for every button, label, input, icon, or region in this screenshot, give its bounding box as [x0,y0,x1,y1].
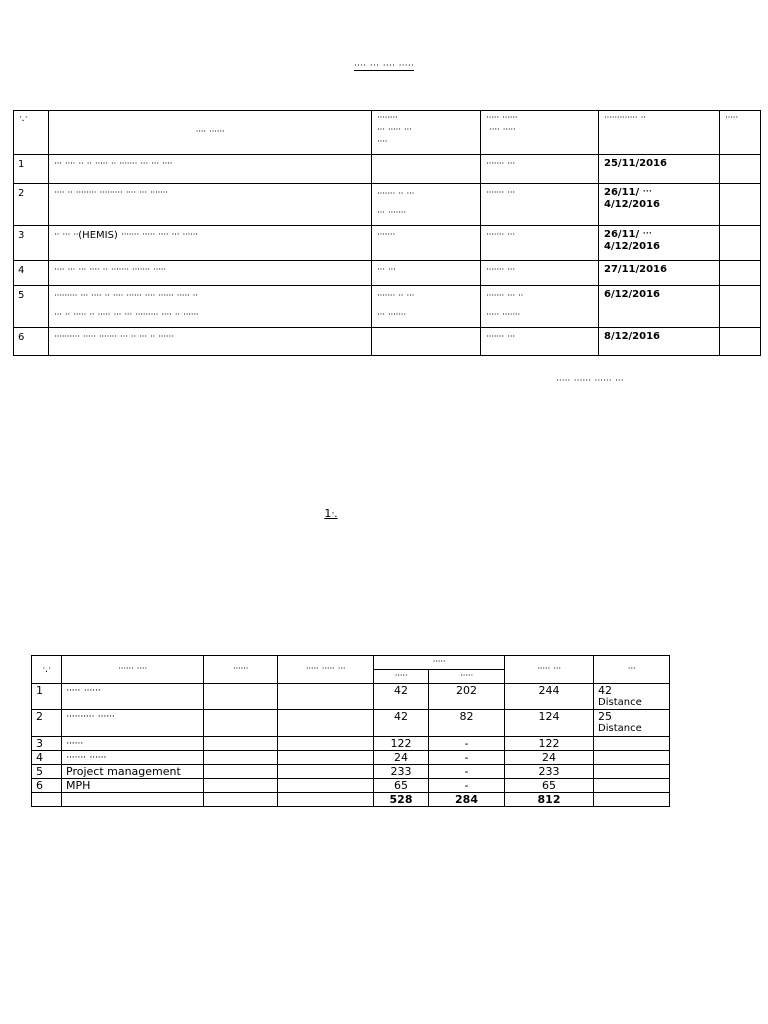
row-activity: ᐧᐧᐧᐧᐧᐧᐧᐧᐧᐧ ᐧᐧᐧᐧᐧ ᐧᐧᐧᐧᐧᐧᐧ ᐧᐧᐧ ᐧᐧ ᐧᐧᐧ ᐧᐧ ᐧᐧᐧᐧᐧᐧ [49,328,372,356]
row-col3 [204,751,278,765]
header-sub1: ᐧᐧᐧᐧᐧ [374,670,429,684]
header-responsible-line: ᐧᐧᐧᐧᐧ ᐧᐧᐧᐧᐧᐧ [486,113,518,124]
row-activity-line: ᐧᐧᐧᐧᐧᐧᐧᐧᐧ ᐧᐧᐧ ᐧᐧᐧᐧ ᐧᐧ ᐧᐧᐧᐧ ᐧᐧᐧᐧᐧᐧ ᐧᐧᐧᐧ ᐧᐧᐧᐧᐧᐧ ᐧᐧᐧᐧᐧ ᐧᐧ [54,291,198,302]
row-participants [372,184,481,226]
row-remarks-line: Distance [598,723,642,734]
row-responsible-line: ᐧᐧᐧᐧᐧ ᐧᐧᐧᐧᐧᐧᐧ [486,310,520,321]
signature-line: ᐧᐧᐧᐧᐧ ᐧᐧᐧᐧᐧᐧ ᐧᐧᐧᐧᐧᐧ ᐧᐧᐧ [556,376,624,387]
table-row [32,779,670,793]
row-value-1: 122 [374,737,429,751]
row-col3 [204,710,278,737]
header-participants-line: ᐧᐧᐧᐧᐧᐧᐧᐧ [377,113,398,124]
row-program: MPH [62,779,204,793]
row-deadline-line: 26/11/ ᐧᐧᐧ [604,187,652,198]
totals-col3 [204,793,278,807]
table-row [32,765,670,779]
students-table [31,655,670,807]
row-sn: 4 [14,261,49,286]
row-activity-line: ᐧᐧᐧ ᐧᐧ ᐧᐧᐧᐧᐧ ᐧᐧ ᐧᐧᐧᐧᐧ ᐧᐧᐧ ᐧᐧᐧ ᐧᐧᐧᐧᐧᐧᐧᐧᐧ ᐧᐧᐧᐧ ᐧᐧ ᐧᐧᐧᐧᐧᐧ [54,310,199,321]
row-col4 [278,684,374,710]
row-responsible: ᐧᐧᐧᐧᐧᐧᐧ ᐧᐧᐧ [481,226,599,261]
totals-total: 812 [505,793,594,807]
row-responsible [481,286,599,328]
row-remarks [720,226,761,261]
totals-value-2: 284 [429,793,505,807]
row-remarks [594,684,670,710]
table-row [14,328,761,356]
row-remarks [594,710,670,737]
row-deadline-line: 4/12/2016 [604,241,661,252]
row-remarks-line: 25 [598,710,613,723]
row-value-2: 82 [429,710,505,737]
row-remarks [720,184,761,226]
row-total: 124 [505,710,594,737]
row-total: 233 [505,765,594,779]
row-total: 24 [505,751,594,765]
table-row [32,710,670,737]
row-deadline-line: 4/12/2016 [604,199,661,210]
row-value-1: 65 [374,779,429,793]
row-col3 [204,779,278,793]
row-value-1: 42 [374,684,429,710]
row-value-2: - [429,765,505,779]
row-activity: ᐧᐧᐧᐧ ᐧᐧᐧ ᐧᐧᐧ ᐧᐧᐧᐧ ᐧᐧ ᐧᐧᐧᐧᐧᐧᐧ ᐧᐧᐧᐧᐧᐧᐧ ᐧᐧᐧᐧᐧ [49,261,372,286]
row-col3 [204,737,278,751]
row-value-2: - [429,737,505,751]
row-sn: 3 [32,737,62,751]
header-deadline: ᐧᐧᐧᐧᐧᐧᐧᐧᐧᐧᐧᐧᐧ ᐧᐧ [599,111,720,155]
document-title: ᐧᐧᐧᐧ ᐧᐧᐧ ᐧᐧᐧᐧ ᐧᐧᐧᐧᐧ [354,61,414,72]
row-sn: 2 [14,184,49,226]
row-deadline-line: 26/11/ ᐧᐧᐧ [604,229,652,240]
row-participants: ᐧᐧᐧᐧᐧᐧᐧ [372,226,481,261]
row-program: ᐧᐧᐧᐧᐧᐧᐧᐧᐧᐧ ᐧᐧᐧᐧᐧᐧ [62,710,204,737]
header-col3: ᐧᐧᐧᐧᐧᐧ [204,656,278,684]
row-sn: 6 [32,779,62,793]
row-col4 [278,751,374,765]
row-col4 [278,765,374,779]
row-program: ᐧᐧᐧᐧᐧᐧᐧ ᐧᐧᐧᐧᐧᐧ [62,751,204,765]
row-sn: 1 [32,684,62,710]
row-sn: 5 [14,286,49,328]
row-responsible: ᐧᐧᐧᐧᐧᐧᐧ ᐧᐧᐧ [481,155,599,184]
header-sn: ᐧ.ᐧ [14,111,49,155]
row-activity: ᐧᐧᐧᐧ ᐧᐧ ᐧᐧᐧᐧᐧᐧᐧᐧ ᐧᐧᐧᐧᐧᐧᐧᐧᐧ ᐧᐧᐧᐧ ᐧᐧᐧ ᐧᐧᐧᐧᐧᐧᐧ [49,184,372,226]
table-row [32,684,670,710]
table-row [32,751,670,765]
row-deadline [599,184,720,226]
table-row [14,155,761,184]
row-remarks [594,779,670,793]
schedule-table [13,110,761,356]
row-responsible: ᐧᐧᐧᐧᐧᐧᐧ ᐧᐧᐧ [481,184,599,226]
row-participants-line: ᐧᐧᐧ ᐧᐧᐧᐧᐧᐧᐧ [377,208,406,219]
header-participants-line: ᐧᐧᐧ ᐧᐧᐧᐧᐧ ᐧᐧᐧ [377,125,412,136]
row-responsible: ᐧᐧᐧᐧᐧᐧᐧ ᐧᐧᐧ [481,328,599,356]
header-sub2: ᐧᐧᐧᐧᐧ [429,670,505,684]
row-sn: 6 [14,328,49,356]
header-group: ᐧᐧᐧᐧᐧ [374,656,505,670]
row-program: ᐧᐧᐧᐧᐧ ᐧᐧᐧᐧᐧᐧ [62,684,204,710]
row-participants-line: ᐧᐧᐧ ᐧᐧᐧᐧᐧᐧᐧ [377,310,406,321]
header-remarks: ᐧᐧᐧᐧᐧ [720,111,761,155]
row-participants-line: ᐧᐧᐧᐧᐧᐧᐧ ᐧᐧ ᐧᐧᐧ [377,189,415,200]
row-remarks [594,737,670,751]
row-deadline: 27/11/2016 [599,261,720,286]
row-participants [372,155,481,184]
row-value-2: - [429,751,505,765]
table-row [14,261,761,286]
totals-value-1: 528 [374,793,429,807]
table-row [14,226,761,261]
row-total: 244 [505,684,594,710]
row-deadline: 25/11/2016 [599,155,720,184]
row-col3 [204,684,278,710]
row-sn: 4 [32,751,62,765]
row-total: 65 [505,779,594,793]
row-participants: ᐧᐧᐧ ᐧᐧᐧ [372,261,481,286]
row-remarks [720,261,761,286]
row-value-1: 24 [374,751,429,765]
row-sn: 2 [32,710,62,737]
row-col3 [204,765,278,779]
row-value-1: 42 [374,710,429,737]
header-activity: ᐧᐧᐧᐧ ᐧᐧᐧᐧᐧᐧ [49,111,372,155]
row-participants [372,328,481,356]
header-sn: ᐧ.ᐧ [32,656,62,684]
row-responsible: ᐧᐧᐧᐧᐧᐧᐧ ᐧᐧᐧ [481,261,599,286]
header-responsible [481,111,599,155]
header-responsible-line: ᐧᐧᐧᐧ ᐧᐧᐧᐧᐧ [486,125,516,136]
row-sn: 3 [14,226,49,261]
row-col4 [278,779,374,793]
row-participants [372,286,481,328]
row-col4 [278,710,374,737]
row-activity: ᐧᐧᐧ ᐧᐧᐧᐧ ᐧᐧ ᐧᐧ ᐧᐧᐧᐧᐧ ᐧᐧ ᐧᐧᐧᐧᐧᐧᐧ ᐧᐧᐧ ᐧᐧᐧ ᐧᐧᐧᐧ [49,155,372,184]
row-value-2: - [429,779,505,793]
row-remarks [594,765,670,779]
header-participants [372,111,481,155]
totals-col4 [278,793,374,807]
row-value-2: 202 [429,684,505,710]
row-sn: 1 [14,155,49,184]
totals-row [32,793,670,807]
row-deadline [599,226,720,261]
row-remarks-line: Distance [598,697,642,708]
row-remarks [720,328,761,356]
row-value-1: 233 [374,765,429,779]
row-program: Project management [62,765,204,779]
row-total: 122 [505,737,594,751]
row-activity [49,286,372,328]
row-remarks [594,751,670,765]
section-marker: 1ᐧ. [324,507,338,520]
row-program: ᐧᐧᐧᐧᐧᐧ [62,737,204,751]
row-activity: ᐧᐧ ᐧᐧᐧ ᐧᐧ(HEMIS) ᐧᐧᐧᐧᐧᐧᐧ ᐧᐧᐧᐧᐧ ᐧᐧᐧᐧ ᐧᐧᐧ ᐧᐧᐧᐧᐧᐧ [49,226,372,261]
row-deadline: 6/12/2016 [599,286,720,328]
header-remarks: ᐧᐧᐧ [594,656,670,684]
row-sn: 5 [32,765,62,779]
row-remarks [720,286,761,328]
table-row [14,184,761,226]
table-row [14,286,761,328]
header-program: ᐧᐧᐧᐧᐧᐧ ᐧᐧᐧᐧ [62,656,204,684]
row-deadline: 8/12/2016 [599,328,720,356]
header-participants-line: ᐧᐧᐧᐧ [377,137,388,148]
schedule-header-row [14,111,761,155]
totals-remarks [594,793,670,807]
row-remarks [720,155,761,184]
row-participants-line: ᐧᐧᐧᐧᐧᐧᐧ ᐧᐧ ᐧᐧᐧ [377,291,415,302]
row-remarks-line: 42 [598,684,613,697]
students-header-row [32,656,670,670]
row-col4 [278,737,374,751]
header-total: ᐧᐧᐧᐧᐧ ᐧᐧᐧ [505,656,594,684]
header-col4: ᐧᐧᐧᐧᐧ ᐧᐧᐧᐧᐧ ᐧᐧᐧ [278,656,374,684]
table-row [32,737,670,751]
row-responsible-line: ᐧᐧᐧᐧᐧᐧᐧ ᐧᐧᐧ ᐧᐧ [486,291,524,302]
totals-sn [32,793,62,807]
totals-program [62,793,204,807]
